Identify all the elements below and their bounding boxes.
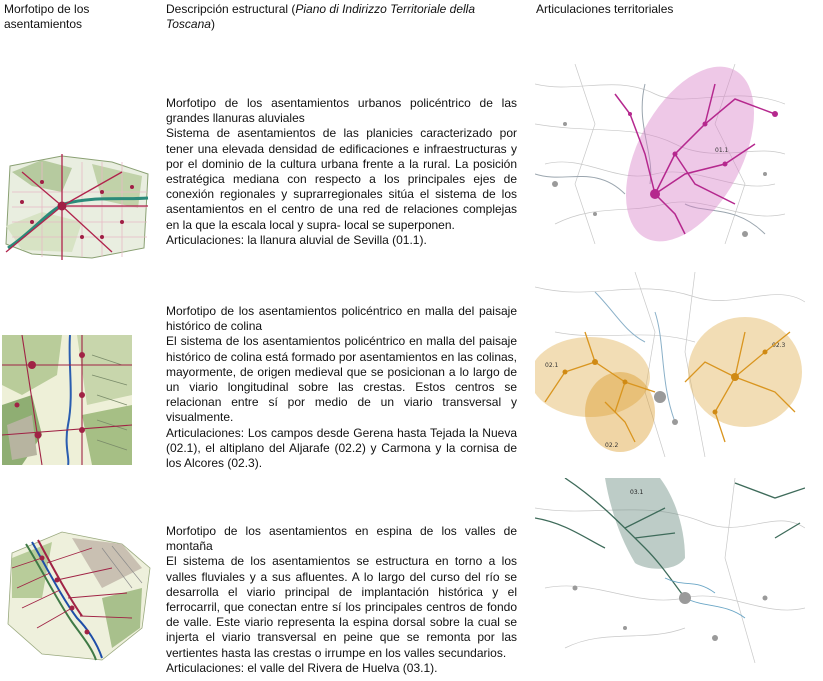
- articulation-map-1: [535, 64, 785, 244]
- morphotype-3-articulations: Articulaciones: el valle del Rivera de Huelva (03.1).: [166, 660, 438, 675]
- map-2-label-a: 02.1: [545, 362, 559, 369]
- morphotype-2-description: El sistema de los asentamientos policéntrico en malla del paisaje histórico de colina está formado por asentamientos en las colinas, mayormente, de origen medieval que se posicionan a lo largo de un viario longitudinal sobre las crestas. Estos centros se relacionan entre sí por medio de un viario transversal y visualmente.: [166, 334, 517, 425]
- map-2-label-b: 02.2: [605, 442, 619, 449]
- morphotype-1-diagram: [2, 152, 152, 262]
- morphotype-2-articulations: Articulaciones: Los campos desde Gerena hasta Tejada la Nueva (02.1), el altiplano del Aljarafe (02.2) y Carmona y la cornisa de los Alcores (02.3).: [166, 425, 517, 471]
- articulation-map-3: [535, 478, 805, 663]
- map-2-label-c: 02.3: [772, 342, 786, 349]
- column-header-description: [166, 2, 496, 32]
- column-header-morphotype: Morfotipo de los asentamientos: [4, 2, 90, 31]
- header-suffix: ): [210, 17, 215, 31]
- morphotype-1-title: Morfotipo de los asentamientos urbanos policéntrico de las grandes llanuras aluviales: [166, 96, 517, 126]
- morphotype-3-description: El sistema de los asentamientos se estructura en torno a los valles fluviales y a sus afluentes. A lo largo del curso del río se desarrolla el viario principal de implantación histórica y el ferrocarril, que conectan entre sí los principales centros de fondo de valle. Este viario representa la espina dorsal sobre la cual se injerta el viario transversal en peine que se remonta por las vertientes hasta las crestas o irrumpe en los valles secundarios.: [166, 554, 517, 660]
- articulation-map-2: [535, 272, 805, 457]
- morphotype-2-title: Morfotipo de los asentamientos policéntrico en malla del paisaje histórico de colina: [166, 304, 517, 334]
- morphotype-3-diagram: [2, 528, 152, 663]
- column-header-articulations: Articulaciones territoriales: [536, 2, 674, 16]
- morphotype-1-articulations: Articulaciones: la llanura aluvial de Sevilla (01.1).: [166, 232, 427, 247]
- morphotype-3-text: [166, 524, 517, 676]
- morphotype-3-title: Morfotipo de los asentamientos en espina de los valles de montaña: [166, 524, 517, 554]
- morphotype-1-text: [166, 96, 517, 248]
- map-1-label: 01.1: [715, 147, 729, 154]
- header-italic-source: Piano di Indirizzo Territoriale della Toscana: [166, 2, 476, 31]
- morphotype-2-text: [166, 304, 517, 471]
- header-prefix: Descripción estructural (: [166, 2, 296, 16]
- morphotype-2-diagram: [2, 335, 132, 465]
- morphotype-1-description: Sistema de asentamientos de las planicies caracterizado por tener una elevada densidad de edificaciones e infraestructuras y por el dominio de la cultura urbana frente a la rural. La posición estratégica mediana con respecto a los principales ejes de conexión regionales y suprarregionales sitúa el sistema de los asentamientos en el centro de una red de relaciones complejas en la que la escala local y supra- local se superponen.: [166, 126, 517, 232]
- map-3-label: 03.1: [630, 489, 644, 496]
